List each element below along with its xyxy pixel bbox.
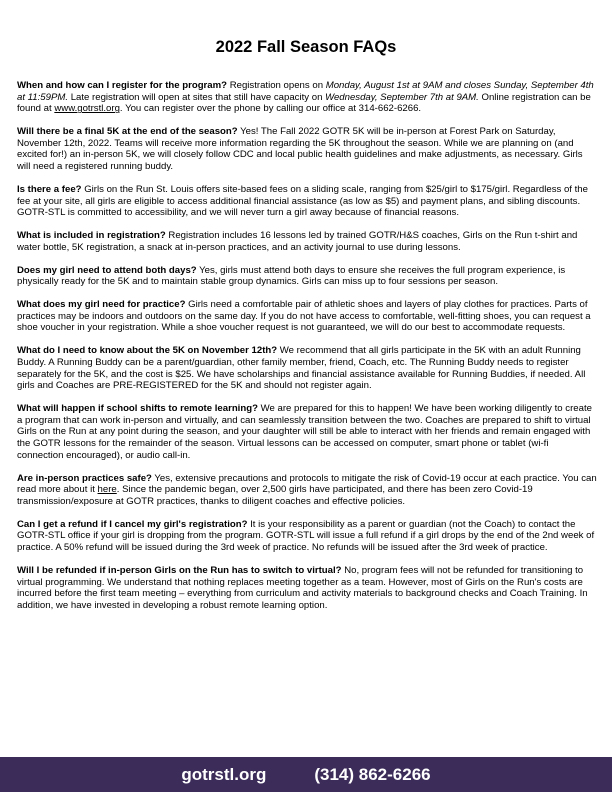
faq-refund [17, 519, 597, 554]
footer-website: gotrstl.org [181, 764, 267, 784]
faq-both-days [17, 265, 597, 288]
faq-answer: Registration includes 16 lessons led by trained GOTR/H&S coaches, Girls on the Run t-shirt and water bottle, 5K registration, a snack at in-person practices, and an activity journal to use during lessons. [17, 230, 578, 253]
faq-answer: Registration opens on [227, 80, 326, 91]
registration-link[interactable]: www.gotrstl.org [54, 103, 120, 115]
faq-question: Can I get a refund if I cancel my girl's registration? [17, 518, 248, 530]
faq-answer: Online registration can be found at [17, 91, 591, 115]
faq-register [17, 80, 597, 115]
faq-answer: Yes, girls must attend both days to ensure she receives the full program experience, is physically ready for the 5K and to maintain stable group dynamics. Girls can miss up to four sessions per season. [17, 264, 566, 288]
footer-bar [0, 757, 612, 792]
faq-included [17, 230, 597, 253]
faq-answer: It is your responsibility as a parent or guardian (not the Coach) to contact the GOTR-STL office if your girl is dropping from the program. GOTR-STL will issue a full refund if a girl drops by the end of the 2nd week of practice. A 50% refund will be issued during the 3rd week of practice. No refunds will be issued after the 3rd week of practice. [17, 518, 595, 553]
faq-answer: Yes, extensive precautions and protocols to mitigate the risk of Covid-19 occur at each practice. You can read more about it [17, 472, 597, 496]
faq-remote [17, 403, 597, 461]
faq-safe [17, 473, 597, 508]
faq-answer-emphasis: Wednesday, September 7th at 9AM. [325, 91, 479, 103]
faq-list [17, 80, 597, 623]
faq-virtual-refund [17, 565, 597, 611]
faq-answer: Yes! The Fall 2022 GOTR 5K will be in-person at Forest Park on Saturday, November 12th, 2022. Teams will receive more information regarding the 5K throughout the season. While we are planning on (and excited for!) an in-person 5K, we will closely follow CDC and local public health guidelines and make adjustments, as necessary. Girls will need a registered running buddy. [17, 126, 583, 172]
faq-question: What do I need to know about the 5K on November 12th? [17, 345, 278, 357]
faq-answer: Late registration will open at sites that still have capacity on [68, 91, 326, 103]
faq-answer-emphasis: Monday, August 1st at 9AM and closes Sunday, September 4th at 11:59PM. [17, 80, 594, 103]
page-title: 2022 Fall Season FAQs [215, 38, 397, 56]
safety-info-link[interactable]: here [97, 484, 117, 496]
faq-answer: Girls need a comfortable pair of athletic shoes and layers of play clothes for practices. Parts of practices may be indoors and outdoors on the same day. If you do not have access to comfortable, well-fitting shoes, you can request a shoe voucher in your registration. While a shoe voucher request is not guaranteed, we will do our best to accommodate requests. [17, 299, 591, 334]
faq-answer: We recommend that all girls participate in the 5K with an adult Running Buddy. A Running Buddy can be a parent/guardian, other family member, friend, Coach, etc. The Running Buddy needs to register separately for the 5K, and the cost is $25. We have scholarships and financial assistance available for Running Buddies, if needed. All girls and Coaches are PRE-REGISTERED for the 5K and should not register again. [17, 345, 586, 392]
faq-question: Are in-person practices safe? [17, 472, 152, 484]
faq-question: Is there a fee? [17, 183, 82, 195]
faq-question: What is included in registration? [17, 230, 166, 242]
faq-question: Will there be a final 5K at the end of the season? [17, 126, 238, 138]
faq-answer: Girls on the Run St. Louis offers site-based fees on a sliding scale, ranging from $25/girl to $175/girl. Regardless of the fee at your site, all girls are eligible to access additional financial assistance (as low as $5) and payment plans, and sibling discounts. GOTR-STL is committed to accessibility, and we will never turn a girl away because of financial reasons. [17, 183, 588, 219]
footer-phone: (314) 862-6266 [314, 764, 431, 784]
faq-answer: No, program fees will not be refunded for transitioning to virtual programming. We understand that nothing replaces meeting together as a team. However, most of Girls on the Run's costs are incurred before the first team meeting – everything from curriculum and activity materials to background checks and Coach Training. In addition, we have invested in developing a robust remote learning option. [17, 564, 588, 611]
faq-question: What will happen if school shifts to remote learning? [17, 403, 258, 415]
faq-answer: . Since the pandemic began, over 2,500 girls have participated, and there has been zero Covid-19 transmission/exposure at GOTR practices, thanks to diligent coaches and effective policies. [17, 484, 533, 507]
faq-november-5k [17, 345, 597, 391]
faq-answer: We are prepared for this to happen! We have been working diligently to create a program that can work in-person and virtually, and can seamlessly transition between the two. Coaches are prepared to shift to virtual Girls on the Run at any point during the season, and your daughter will still be able to interact with her friends and remain engaged with the GOTR lessons for the remainder of the season. Virtual lessons can be accessed on computer, smart phone or tablet (wi-fi connection encouraged), or audio call-in. [17, 403, 592, 461]
faq-question: What does my girl need for practice? [17, 299, 186, 311]
faq-question: Does my girl need to attend both days? [17, 264, 197, 276]
faq-final-5k [17, 126, 597, 172]
faq-practice [17, 299, 597, 334]
faq-question: When and how can I register for the program? [17, 80, 228, 91]
faq-answer: . You can register over the phone by calling our office at 314-662-6266. [119, 103, 422, 115]
faq-fee [17, 184, 597, 219]
faq-question: Will I be refunded if in-person Girls on the Run has to switch to virtual? [17, 564, 342, 576]
